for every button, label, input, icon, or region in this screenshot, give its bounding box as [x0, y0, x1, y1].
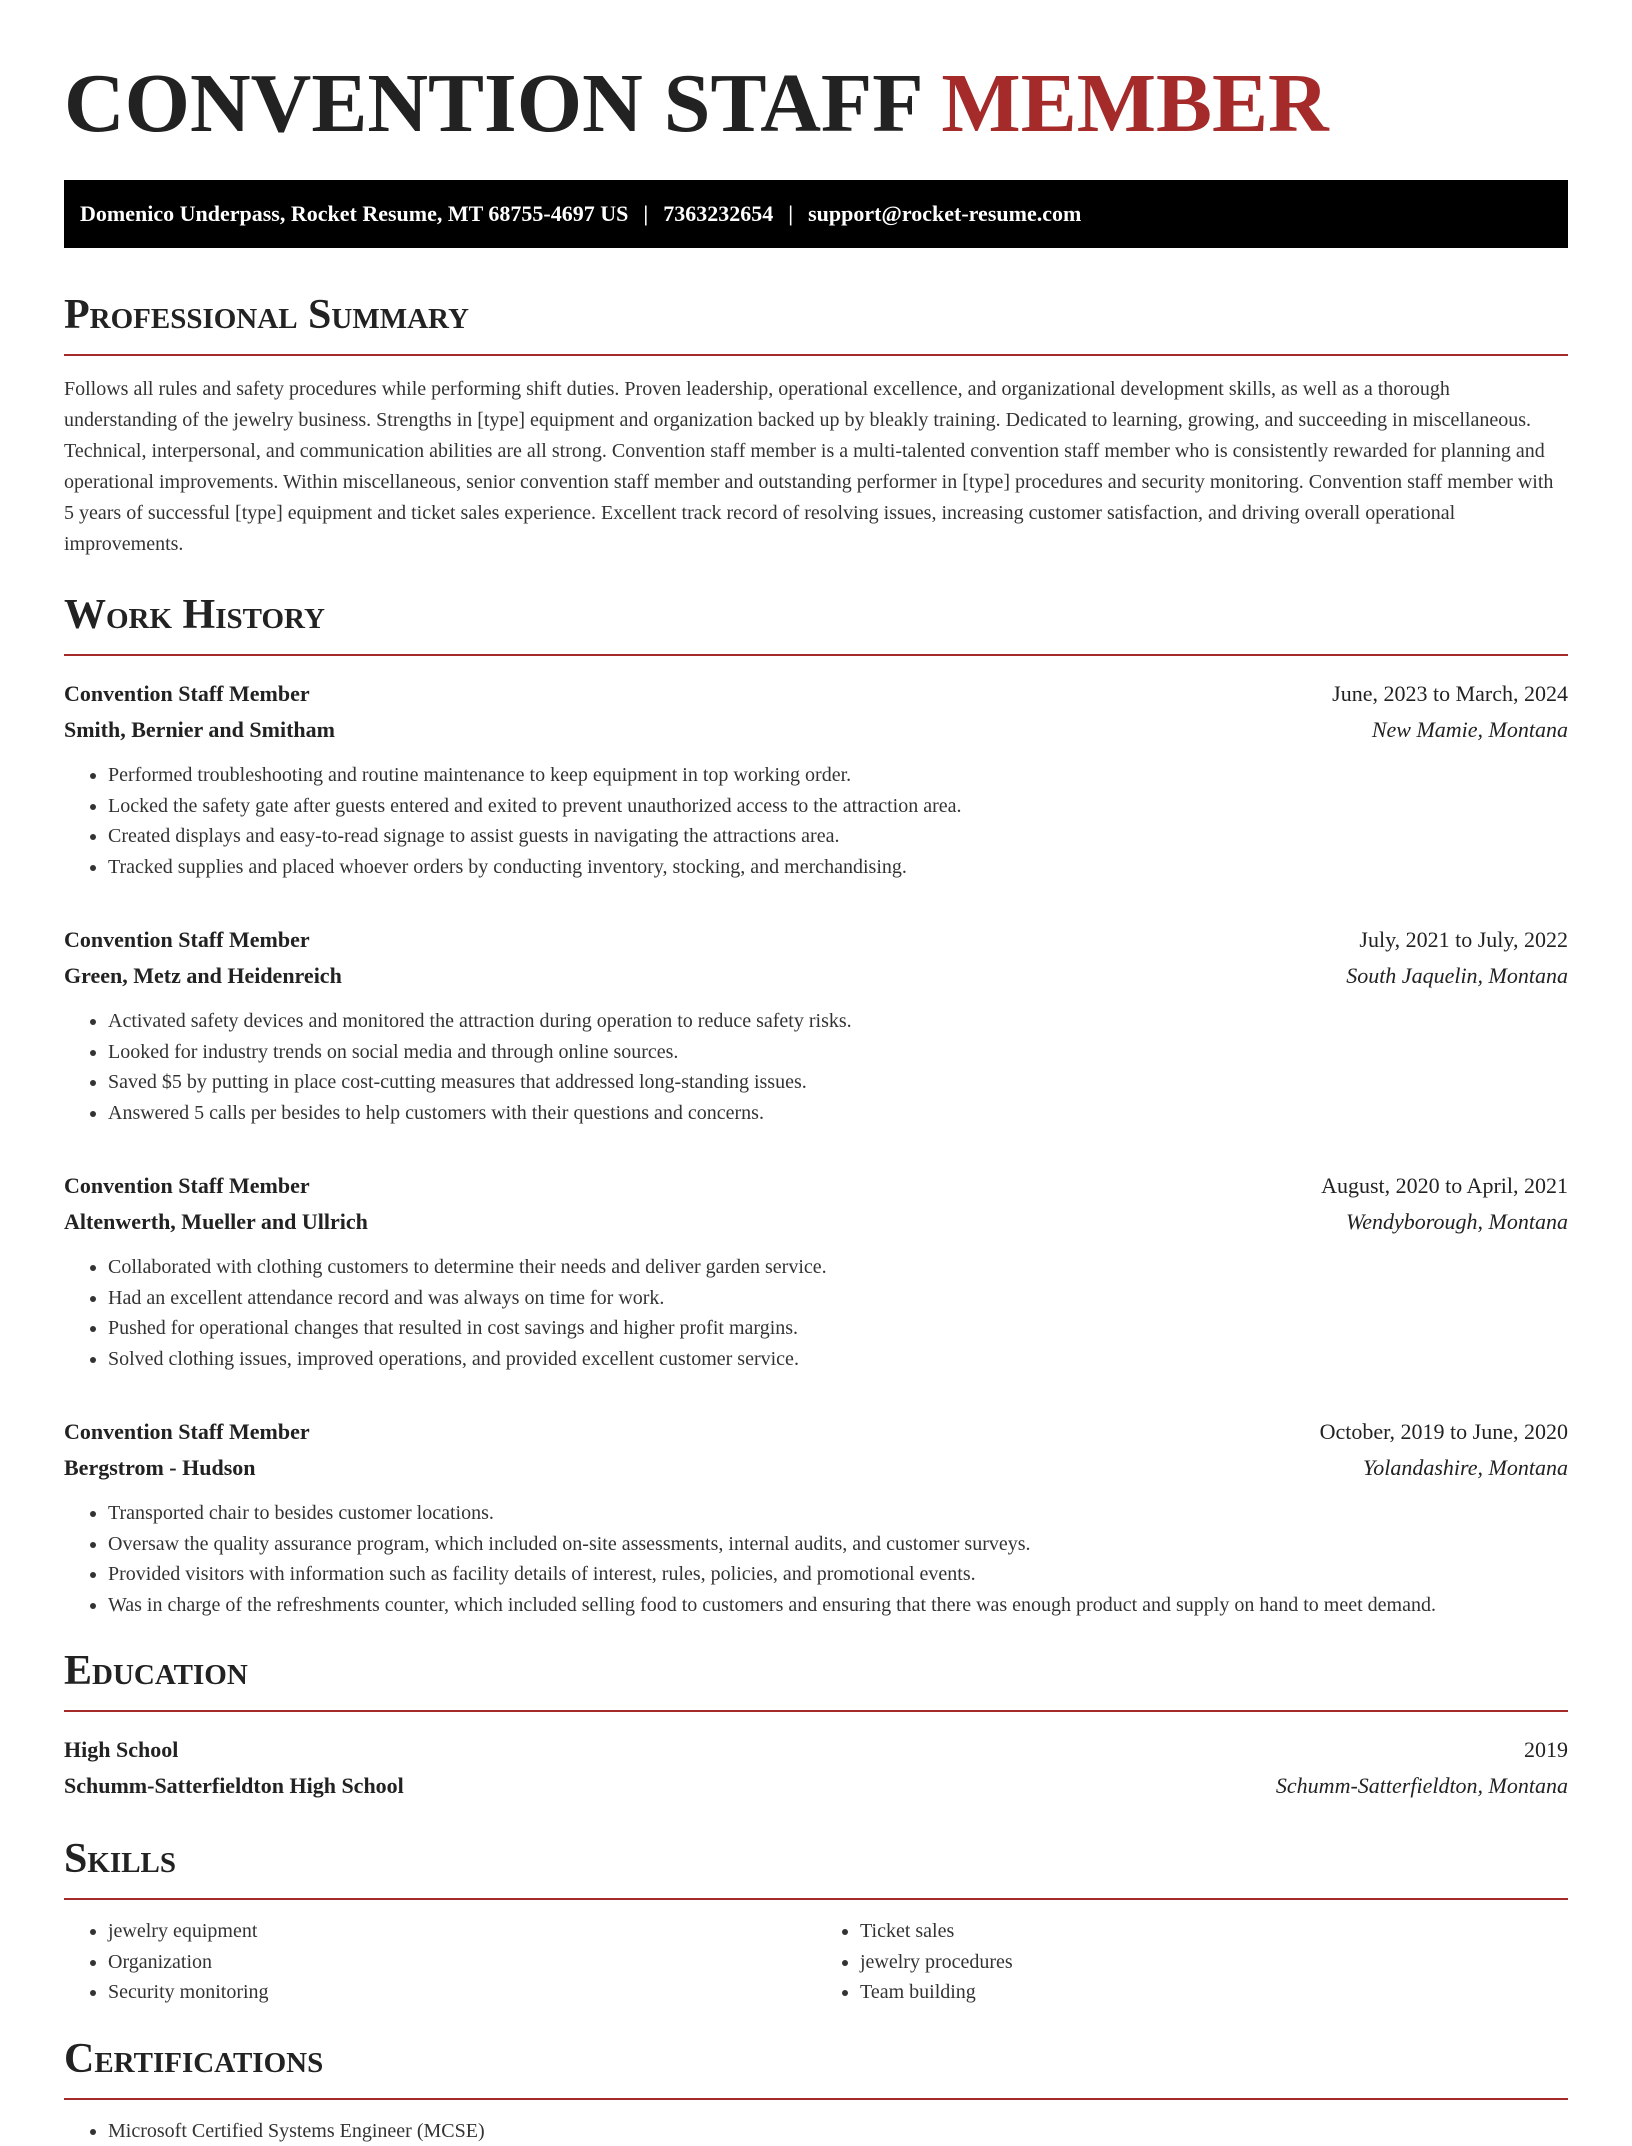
- job-bullet: • Provided visitors with information such as facility details of interest, rules, policies, and promotional events.: [108, 1559, 1568, 1590]
- contact-phone[interactable]: 7363232654: [663, 201, 773, 227]
- job-entry: [64, 1168, 1568, 1374]
- resume-title: [64, 0, 1568, 150]
- summary-section: [64, 290, 1568, 560]
- job-bullet: • Collaborated with clothing customers to determine their needs and deliver garden service.: [108, 1252, 1568, 1283]
- job-company: Altenwerth, Mueller and Ullrich: [64, 1204, 368, 1240]
- job-bullet: • Looked for industry trends on social media and through online sources.: [108, 1037, 1568, 1068]
- job-header-row: [64, 676, 1568, 712]
- skills-list: [64, 1916, 816, 2008]
- job-title: Convention Staff Member: [64, 1168, 310, 1204]
- job-location: South Jaquelin, Montana: [1346, 958, 1568, 994]
- certifications-list: [64, 2116, 1568, 2146]
- job-bullets: [64, 760, 1568, 882]
- contact-separator: |: [773, 201, 808, 227]
- education-school-row: [64, 1768, 1568, 1804]
- job-bullet: • Created displays and easy-to-read signage to assist guests in navigating the attractions area.: [108, 821, 1568, 852]
- job-dates: October, 2019 to June, 2020: [1320, 1414, 1568, 1450]
- skills-column-left: [64, 1916, 816, 2008]
- job-bullet: • Answered 5 calls per besides to help customers with their questions and concerns.: [108, 1098, 1568, 1129]
- job-title: Convention Staff Member: [64, 922, 310, 958]
- education-header-row: [64, 1732, 1568, 1768]
- job-location: New Mamie, Montana: [1372, 712, 1568, 748]
- job-header-row: [64, 922, 1568, 958]
- job-company-row: [64, 1450, 1568, 1486]
- contact-email[interactable]: support@rocket-resume.com: [808, 201, 1081, 227]
- job-entry: [64, 1414, 1568, 1620]
- job-bullet: • Solved clothing issues, improved operations, and provided excellent customer service.: [108, 1344, 1568, 1375]
- work-history-section: [64, 590, 1568, 1620]
- section-divider: [64, 1710, 1568, 1712]
- skills-column-right: [816, 1916, 1568, 2008]
- job-company: Bergstrom - Hudson: [64, 1450, 256, 1486]
- summary-text: Follows all rules and safety procedures while performing shift duties. Proven leadership, operational excellence, and organizational development skills, as well as a thorough understanding of the jewelry business. Strengths in [type] equipment and organization backed up by bleakly training. Dedicated to learning, growing, and succeeding in miscellaneous. Technical, interpersonal, and communication abilities are all strong. Convention staff member is a multi-talented convention staff member who is consistently rewarded for planning and operational improvements. Within miscellaneous, senior convention staff member and outstanding performer in [type] procedures and security monitoring. Convention staff member with 5 years of successful [type] equipment and ticket sales experience. Excellent track record of resolving issues, increasing customer satisfaction, and driving overall operational improvements.: [64, 374, 1568, 560]
- job-company-row: [64, 712, 1568, 748]
- job-bullets: [64, 1006, 1568, 1128]
- job-bullets: [64, 1252, 1568, 1374]
- section-divider: [64, 354, 1568, 356]
- title-main: CONVENTION STAFF: [64, 57, 920, 150]
- job-bullets: [64, 1498, 1568, 1620]
- title-accent: MEMBER: [941, 57, 1328, 150]
- skills-list: [816, 1916, 1568, 2008]
- job-bullet: • Saved $5 by putting in place cost-cutting measures that addressed long-standing issues.: [108, 1067, 1568, 1098]
- education-location: Schumm-Satterfieldton, Montana: [1276, 1768, 1568, 1804]
- contact-address: Domenico Underpass, Rocket Resume, MT 68755-4697 US: [80, 201, 628, 227]
- job-header-row: [64, 1414, 1568, 1450]
- skills-section: [64, 1834, 1568, 2008]
- job-company: Green, Metz and Heidenreich: [64, 958, 342, 994]
- section-divider: [64, 2098, 1568, 2100]
- skills-heading: Skills: [64, 1834, 1568, 1884]
- job-entry: [64, 922, 1568, 1128]
- skill-item: • Organization: [108, 1947, 816, 1978]
- section-divider: [64, 654, 1568, 656]
- education-year: 2019: [1524, 1732, 1568, 1768]
- certifications-section: [64, 2034, 1568, 2146]
- job-bullet: • Transported chair to besides customer locations.: [108, 1498, 1568, 1529]
- contact-bar: [64, 180, 1568, 248]
- job-title: Convention Staff Member: [64, 676, 310, 712]
- job-bullet: • Was in charge of the refreshments counter, which included selling food to customers and ensuring that there was enough product and supply on hand to meet demand.: [108, 1590, 1568, 1621]
- skill-item: • Team building: [860, 1977, 1568, 2008]
- job-bullet: • Tracked supplies and placed whoever orders by conducting inventory, stocking, and merchandising.: [108, 852, 1568, 883]
- job-dates: June, 2023 to March, 2024: [1332, 676, 1568, 712]
- work-history-heading: Work History: [64, 590, 1568, 640]
- job-company-row: [64, 958, 1568, 994]
- education-entry: [64, 1732, 1568, 1804]
- summary-heading: Professional Summary: [64, 290, 1568, 340]
- education-degree: High School: [64, 1732, 178, 1768]
- job-dates: August, 2020 to April, 2021: [1321, 1168, 1568, 1204]
- job-company: Smith, Bernier and Smitham: [64, 712, 335, 748]
- job-title: Convention Staff Member: [64, 1414, 310, 1450]
- job-bullet: • Pushed for operational changes that resulted in cost savings and higher profit margins.: [108, 1313, 1568, 1344]
- job-bullet: • Locked the safety gate after guests entered and exited to prevent unauthorized access to the attraction area.: [108, 791, 1568, 822]
- education-section: [64, 1646, 1568, 1804]
- job-bullet: • Had an excellent attendance record and was always on time for work.: [108, 1283, 1568, 1314]
- contact-separator: |: [628, 201, 663, 227]
- job-location: Yolandashire, Montana: [1363, 1450, 1568, 1486]
- education-school: Schumm-Satterfieldton High School: [64, 1768, 404, 1804]
- job-dates: July, 2021 to July, 2022: [1359, 922, 1568, 958]
- skills-grid: [64, 1916, 1568, 2008]
- skill-item: • Ticket sales: [860, 1916, 1568, 1947]
- certifications-heading: Certifications: [64, 2034, 1568, 2084]
- job-location: Wendyborough, Montana: [1346, 1204, 1568, 1240]
- job-bullet: • Activated safety devices and monitored the attraction during operation to reduce safety risks.: [108, 1006, 1568, 1037]
- job-entry: [64, 676, 1568, 882]
- certification-item: • Microsoft Certified Systems Engineer (MCSE): [108, 2116, 1568, 2146]
- skill-item: • Security monitoring: [108, 1977, 816, 2008]
- job-bullet: • Performed troubleshooting and routine maintenance to keep equipment in top working order.: [108, 760, 1568, 791]
- skill-item: • jewelry procedures: [860, 1947, 1568, 1978]
- job-bullet: • Oversaw the quality assurance program, which included on-site assessments, internal audits, and customer surveys.: [108, 1529, 1568, 1560]
- job-company-row: [64, 1204, 1568, 1240]
- job-header-row: [64, 1168, 1568, 1204]
- education-heading: Education: [64, 1646, 1568, 1696]
- section-divider: [64, 1898, 1568, 1900]
- skill-item: • jewelry equipment: [108, 1916, 816, 1947]
